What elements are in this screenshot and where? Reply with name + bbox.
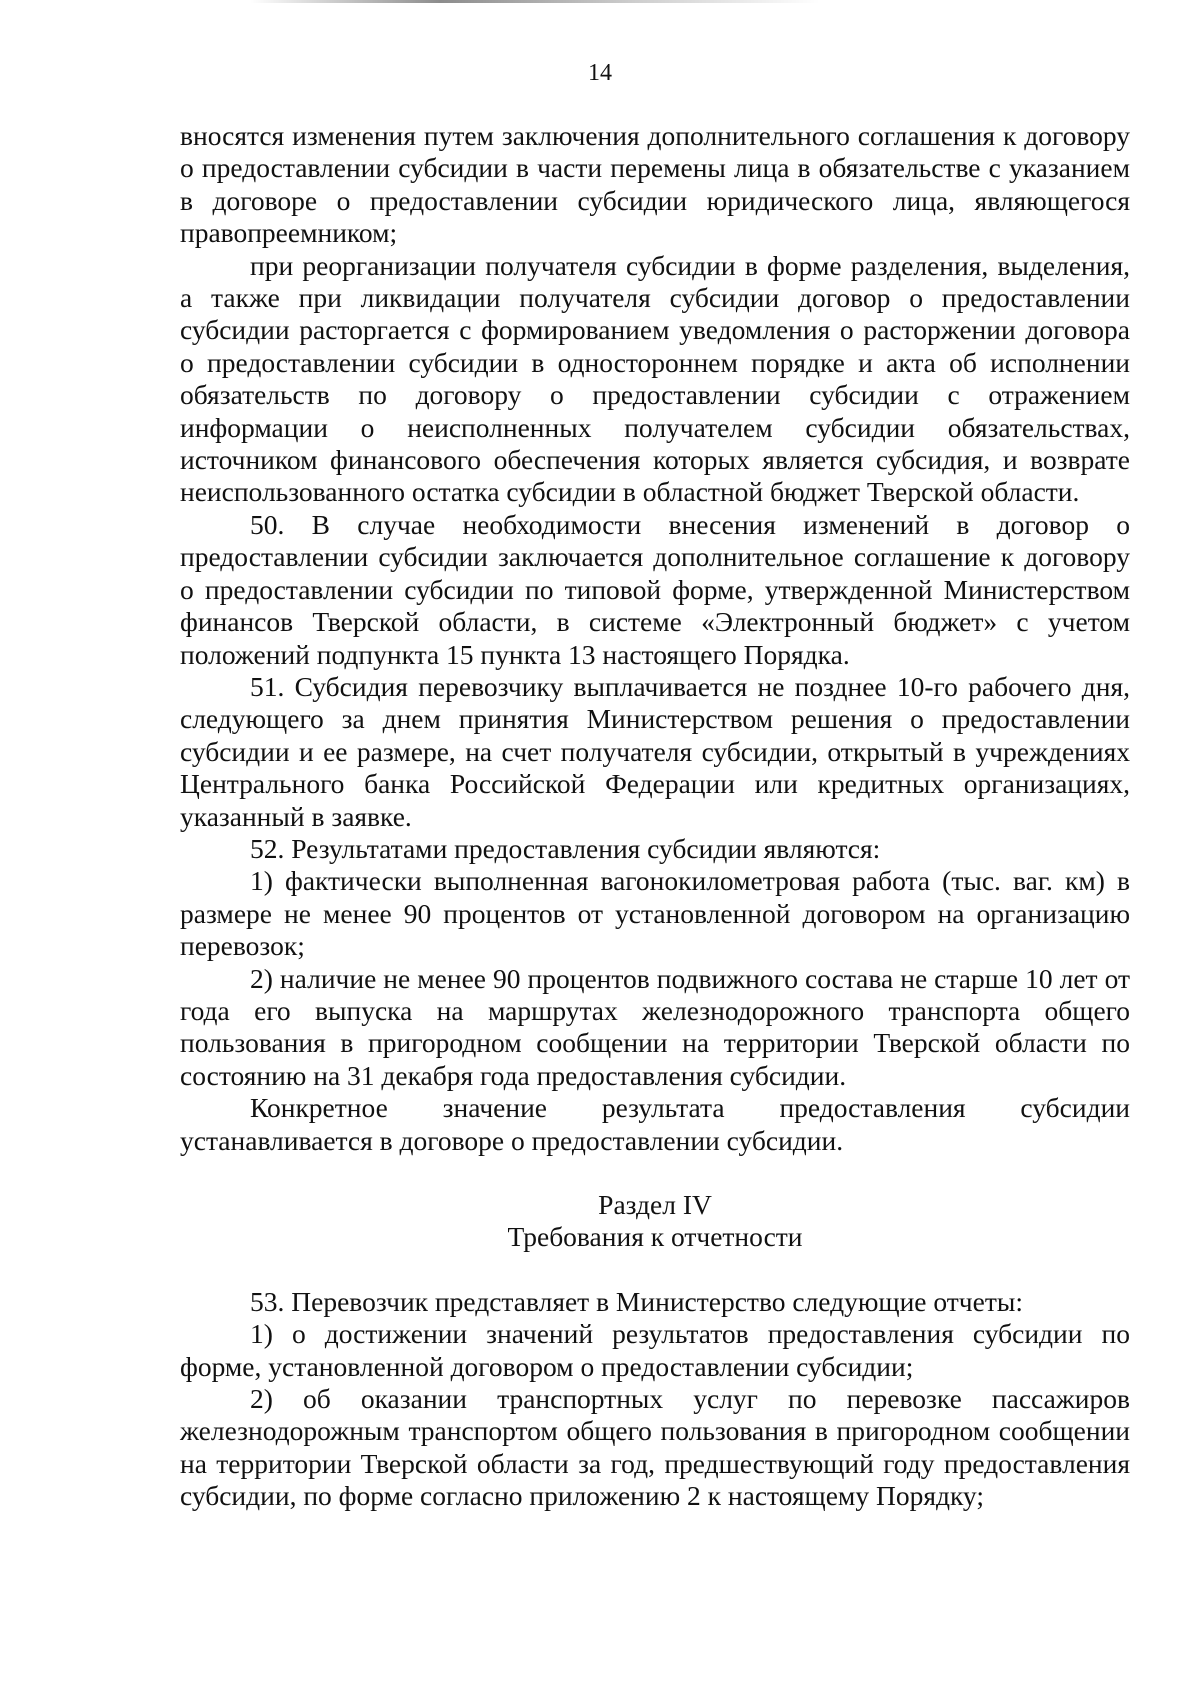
paragraph-reorganization: при реорганизации получателя субсидии в форме разделения, выделения, а также при ликвидации получателя субсидии договор о предоставлении субсидии расторгается с формированием уведомления о расторжении договора о предоставлении субсидии в одностороннем порядке и акта об исполнении обязательств по договору о предоставлении субсидии с отражением информации о неисполненных получателем субсидии обязательствах, источником финансового обеспечения которых является субсидия, и возврате неиспользованного остатка субсидии в областной бюджет Тверской области. <box>180 249 1130 508</box>
paragraph-result-value: Конкретное значение результата предоставления субсидии устанавливается в договоре о предоставлении субсидии. <box>180 1092 1130 1156</box>
document-body <box>180 120 1130 1513</box>
paragraph-53-item-1: 1) о достижении значений результатов предоставления субсидии по форме, установленной договором о предоставлении субсидии; <box>180 1318 1130 1382</box>
paragraph-50: 50. В случае необходимости внесения изменений в договор о предоставлении субсидии заключается дополнительное соглашение к договору о предоставлении субсидии по типовой форме, утвержденной Министерством финансов Тверской области, в системе «Электронный бюджет» с учетом положений подпункта 15 пункта 13 настоящего Порядка. <box>180 508 1130 670</box>
page-number: 14 <box>588 60 612 86</box>
paragraph-continuation: вносятся изменения путем заключения дополнительного соглашения к договору о предоставлении субсидии в части перемены лица в обязательстве с указанием в договоре о предоставлении субсидии юридического лица, являющегося правопреемником; <box>180 120 1130 249</box>
paragraph-53: 53. Перевозчик представляет в Министерство следующие отчеты: <box>250 1285 1023 1317</box>
paragraph-51: 51. Субсидия перевозчику выплачивается не позднее 10-го рабочего дня, следующего за днем принятия Министерством решения о предоставлении субсидии и ее размере, на счет получателя субсидии, открытый в учреждениях Центрального банка Российской Федерации или кредитных организациях, указанный в заявке. <box>180 670 1130 832</box>
paragraph-52: 52. Результатами предоставления субсидии являются: <box>250 832 881 864</box>
section-number: Раздел IV <box>598 1189 712 1220</box>
scan-edge-mark <box>250 0 820 3</box>
paragraph-52-item-1: 1) фактически выполненная вагонокилометровая работа (тыс. ваг. км) в размере не менее 90 процентов от установленной договором на организацию перевозок; <box>180 865 1130 962</box>
paragraph-52-item-2: 2) наличие не менее 90 процентов подвижного состава не старше 10 лет от года его выпуска на маршрутах железнодорожного транспорта общего пользования в пригородном сообщении на территории Тверской области по состоянию на 31 декабря года предоставления субсидии. <box>180 962 1130 1091</box>
section-title: Требования к отчетности <box>507 1221 803 1253</box>
paragraph-53-item-2: 2) об оказании транспортных услуг по перевозке пассажиров железнодорожным транспортом общего пользования в пригородном сообщении на территории Тверской области за год, предшествующий году предоставления субсидии, по форме согласно приложению 2 к настоящему Порядку; <box>180 1383 1130 1512</box>
